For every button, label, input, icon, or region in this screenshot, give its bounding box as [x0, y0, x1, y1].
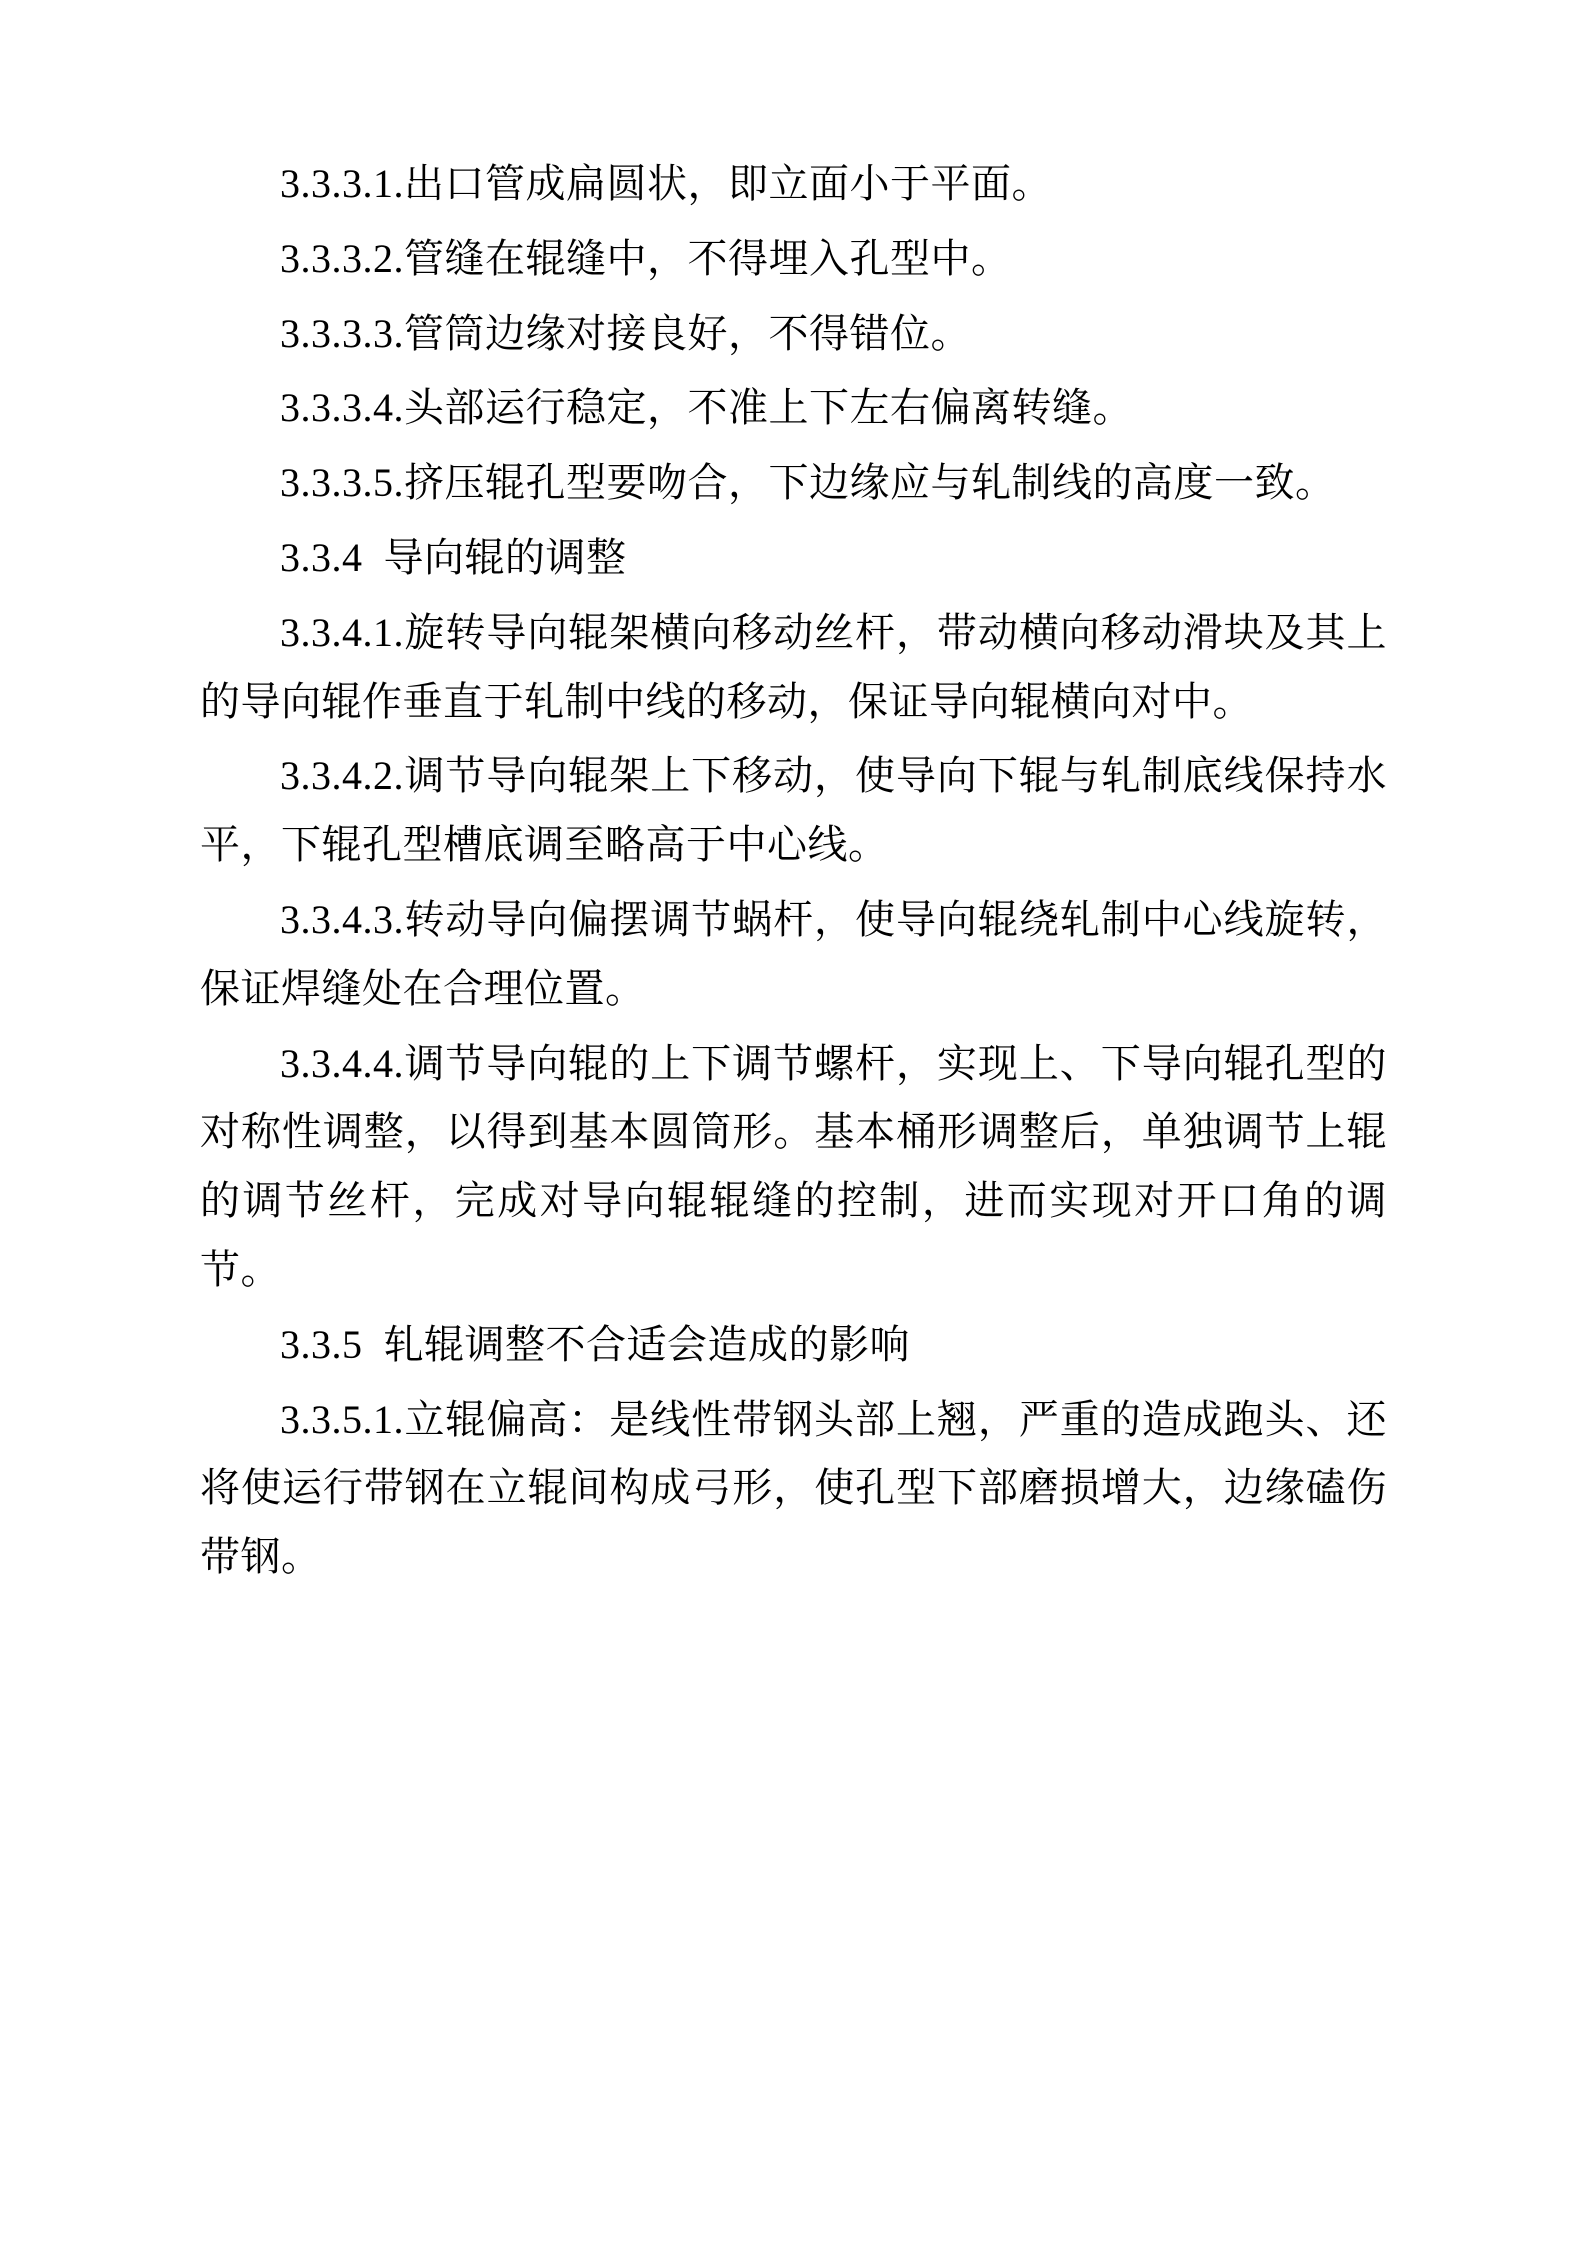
paragraph: 3.3.4.1.旋转导向辊架横向移动丝杆，带动横向移动滑块及其上的导向辊作垂直于轧制中线的移动，保证导向辊横向对中。: [200, 609, 1387, 724]
paragraph: 3.3.5.1.立辊偏高：是线性带钢头部上翘，严重的造成跑头、还将使运行带钢在立辊间构成弓形，使孔型下部磨损增大，边缘磕伤带钢。: [200, 1396, 1387, 1580]
section-heading: 3.3.4 导向辊的调整: [280, 534, 627, 580]
section-heading: 3.3.5 轧辊调整不合适会造成的影响: [280, 1321, 910, 1367]
paragraph: 3.3.3.5.挤压辊孔型要吻合，下边缘应与轧制线的高度一致。: [280, 460, 1336, 506]
paragraph: 3.3.3.3.管筒边缘对接良好，不得错位。: [280, 310, 971, 356]
document-body: [200, 150, 1387, 1592]
paragraph: 3.3.3.4.头部运行稳定，不准上下左右偏离转缝。: [280, 385, 1133, 431]
paragraph: 3.3.4.2.调节导向辊架上下移动，使导向下辊与轧制底线保持水平，下辊孔型槽底调至略高于中心线。: [200, 753, 1387, 868]
paragraph: 3.3.4.4.调节导向辊的上下调节螺杆，实现上、下导向辊孔型的对称性调整，以得到基本圆筒形。基本桶形调整后，单独调节上辊的调节丝杆，完成对导向辊辊缝的控制，进而实现对开口角的调节。: [200, 1040, 1387, 1292]
paragraph: 3.3.3.1.出口管成扁圆状，即立面小于平面。: [280, 161, 1052, 206]
paragraph: 3.3.4.3.转动导向偏摆调节蜗杆，使导向辊绕轧制中心线旋转，保证焊缝处在合理位置。: [200, 896, 1387, 1011]
paragraph: 3.3.3.2.管缝在辊缝中，不得埋入孔型中。: [280, 235, 1012, 281]
